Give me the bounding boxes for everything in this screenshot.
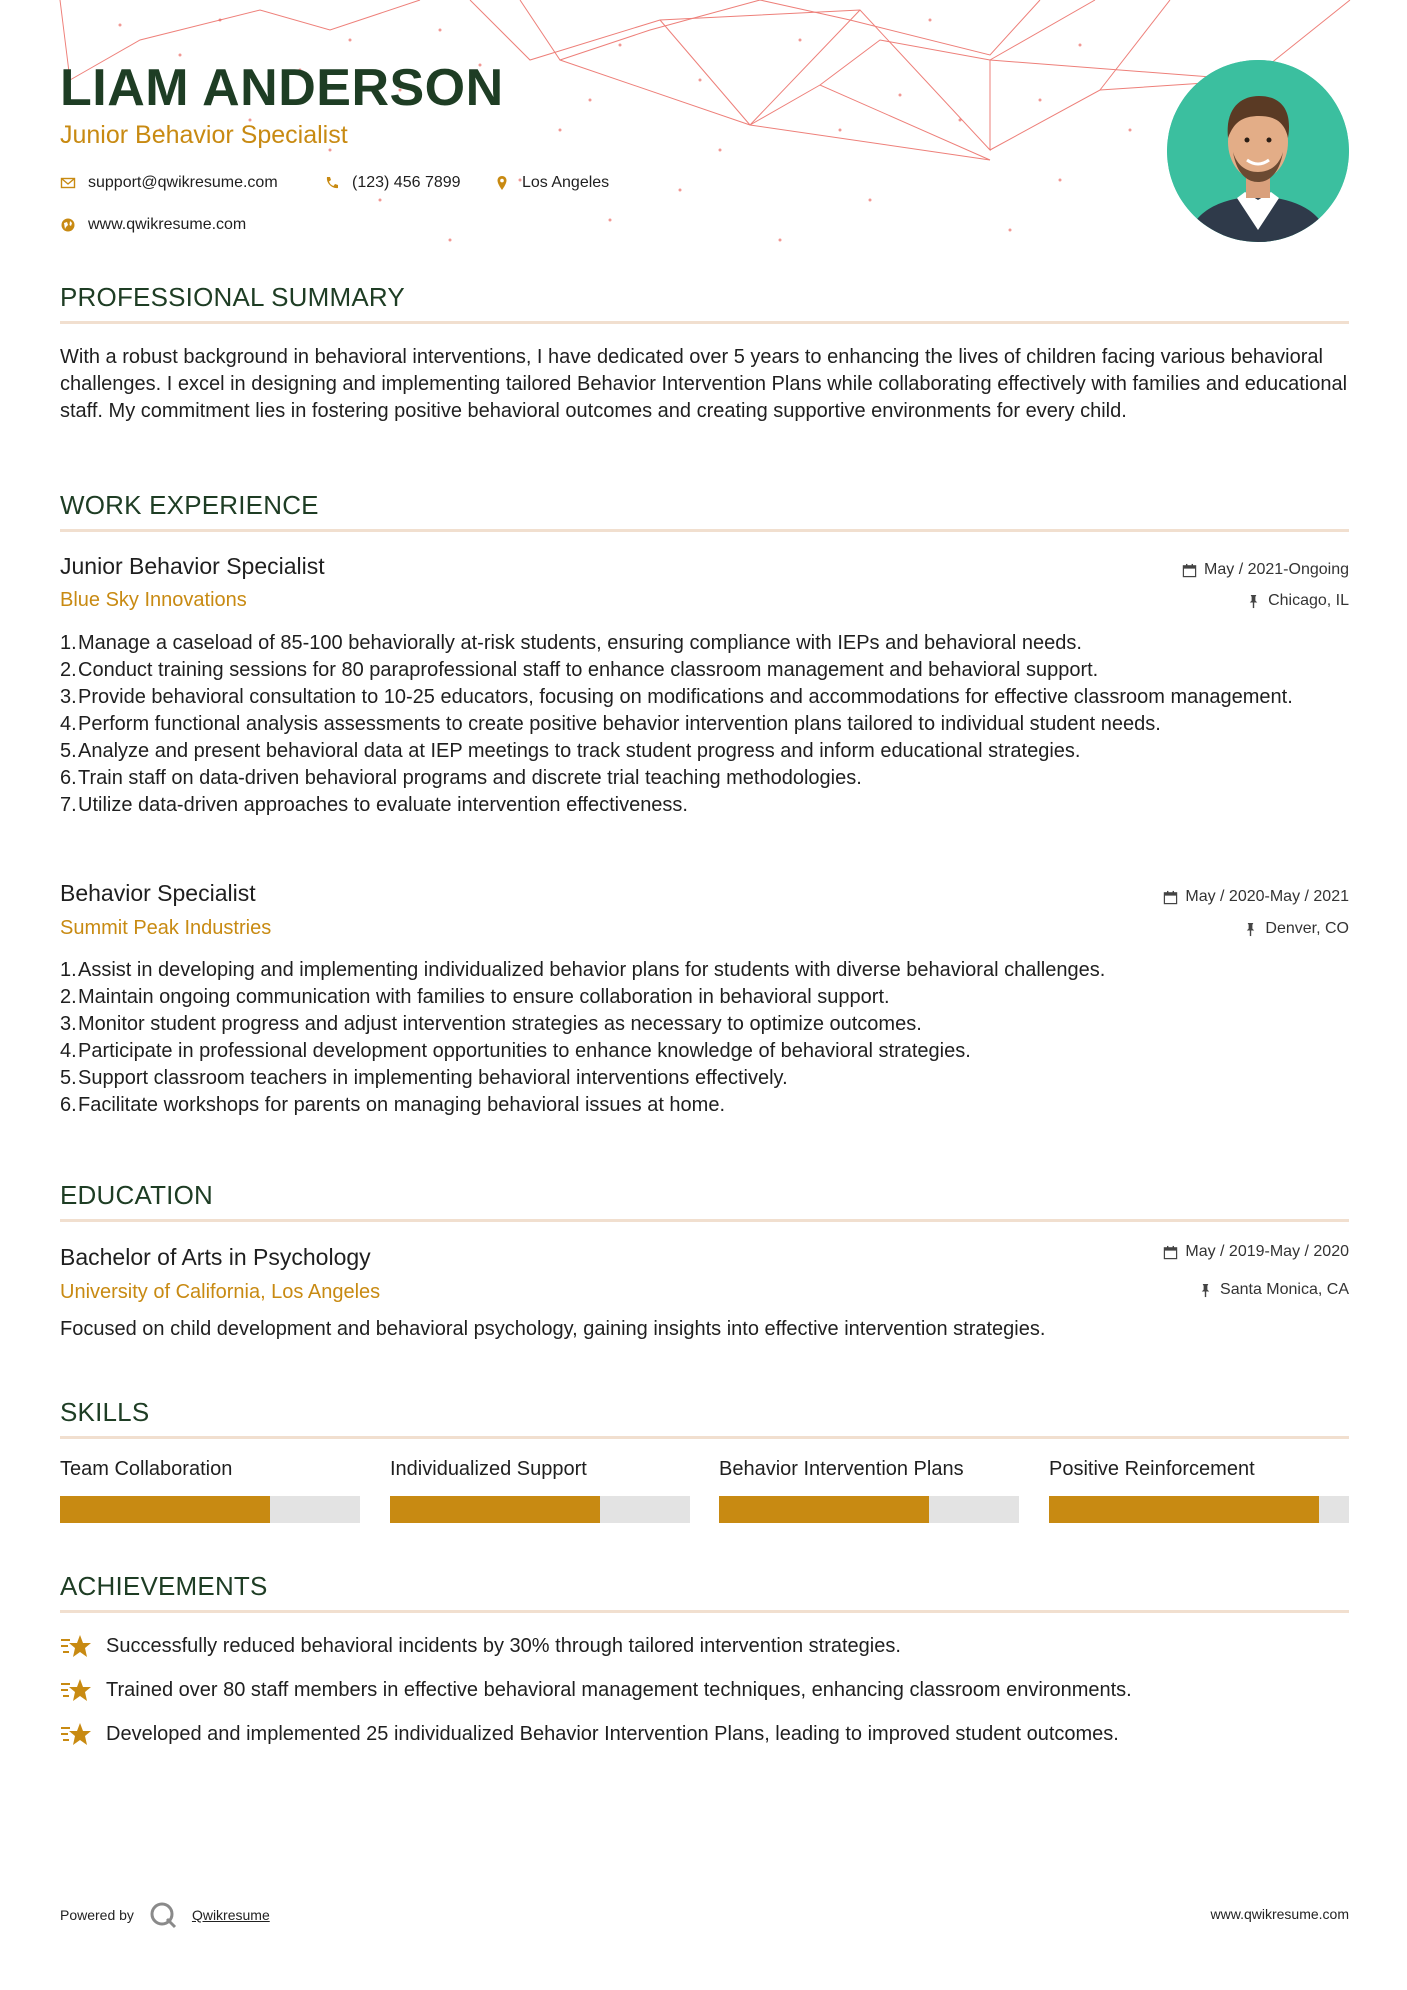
skill-label: Positive Reinforcement	[1049, 1458, 1255, 1480]
skill-bar-fill	[60, 1496, 270, 1523]
brand-link[interactable]: Qwikresume	[191, 1907, 270, 1923]
list-item: 1. Assist in developing and implementing individualized behavior plans for students with diverse behavioral challenges.	[60, 959, 1106, 981]
education-location	[1198, 1281, 1349, 1299]
portrait-illustration	[1167, 60, 1349, 242]
job-dates-text: May / 2021-Ongoing	[1204, 561, 1349, 578]
job-dates	[1182, 561, 1349, 579]
phone-text: (123) 456 7899	[352, 174, 461, 191]
location-text: Los Angeles	[522, 174, 610, 191]
skill-bar	[60, 1496, 360, 1523]
job-dates	[1163, 888, 1349, 906]
skill-bar	[1049, 1496, 1349, 1523]
job-location	[1246, 592, 1349, 610]
section-divider	[60, 1219, 1349, 1222]
achievements-heading: ACHIEVEMENTS	[60, 1571, 268, 1601]
achievement-item	[60, 1632, 901, 1660]
job-location	[1243, 920, 1349, 938]
list-item: 2. Maintain ongoing communication with families to ensure collaboration in behavioral support.	[60, 986, 890, 1008]
list-item: 3. Monitor student progress and adjust intervention strategies as necessary to optimize outcomes.	[60, 1013, 922, 1035]
company-name: Blue Sky Innovations	[60, 589, 247, 611]
candidate-title: Junior Behavior Specialist	[60, 121, 348, 149]
skill-label: Team Collaboration	[60, 1458, 233, 1480]
contact-email[interactable]	[60, 174, 278, 192]
section-divider	[60, 529, 1349, 532]
qwikresume-logo-icon	[148, 1900, 178, 1930]
footer-website[interactable]: www.qwikresume.com	[1210, 1906, 1349, 1922]
skill-label: Individualized Support	[390, 1458, 587, 1480]
list-item: 6. Facilitate workshops for parents on managing behavioral issues at home.	[60, 1094, 726, 1116]
profile-photo	[1167, 60, 1349, 242]
achievement-text: Successfully reduced behavioral incidents by 30% through tailored intervention strategies.	[106, 1634, 901, 1657]
pushpin-icon	[1243, 922, 1258, 937]
section-divider	[60, 321, 1349, 324]
envelope-icon	[60, 175, 76, 191]
star-award-icon	[60, 1632, 92, 1660]
school-name: University of California, Los Angeles	[60, 1281, 381, 1303]
company-name: Summit Peak Industries	[60, 917, 272, 939]
list-item: 1. Manage a caseload of 85-100 behaviorally at-risk students, ensuring compliance with IEPs and behavioral needs.	[60, 632, 1082, 654]
achievement-item	[60, 1720, 1119, 1748]
calendar-icon	[1182, 563, 1197, 578]
education-dates-text: May / 2019-May / 2020	[1185, 1243, 1349, 1260]
job-dates-text: May / 2020-May / 2021	[1185, 888, 1349, 905]
summary-heading: PROFESSIONAL SUMMARY	[60, 282, 405, 312]
list-item: 4. Perform functional analysis assessments to create positive behavior intervention plans tailored to individual student needs.	[60, 713, 1161, 735]
globe-icon	[60, 217, 76, 233]
skill-bar-fill	[719, 1496, 929, 1523]
candidate-name: LIAM ANDERSON	[60, 59, 504, 117]
star-award-icon	[60, 1676, 92, 1704]
contact-phone[interactable]	[324, 174, 461, 192]
pushpin-icon	[1246, 594, 1261, 609]
star-award-icon	[60, 1720, 92, 1748]
pushpin-icon	[1198, 1283, 1213, 1298]
skill-bar-fill	[1049, 1496, 1319, 1523]
skill-bar	[390, 1496, 690, 1523]
skills-heading: SKILLS	[60, 1397, 150, 1427]
section-divider	[60, 1610, 1349, 1613]
contact-location	[494, 174, 609, 192]
job-bullet-list	[60, 957, 1349, 1119]
skill-label: Behavior Intervention Plans	[719, 1458, 964, 1480]
achievement-item	[60, 1676, 1132, 1704]
job-bullet-list	[60, 630, 1349, 819]
footer-powered-by	[60, 1900, 270, 1930]
achievement-text: Developed and implemented 25 individualized Behavior Intervention Plans, leading to improved student outcomes.	[106, 1722, 1119, 1745]
skill-bar	[719, 1496, 1019, 1523]
job-title: Junior Behavior Specialist	[60, 553, 325, 579]
map-pin-icon	[494, 175, 510, 191]
contact-website[interactable]	[60, 216, 246, 234]
section-divider	[60, 1436, 1349, 1439]
list-item: 4. Participate in professional development opportunities to enhance knowledge of behavioral strategies.	[60, 1040, 971, 1062]
job-location-text: Chicago, IL	[1268, 592, 1349, 609]
list-item: 2. Conduct training sessions for 80 paraprofessional staff to enhance classroom management and behavioral support.	[60, 659, 1099, 681]
email-text: support@qwikresume.com	[88, 174, 278, 191]
achievement-text: Trained over 80 staff members in effective behavioral management techniques, enhancing classroom environments.	[106, 1678, 1132, 1701]
list-item: 6. Train staff on data-driven behavioral programs and discrete trial teaching methodologies.	[60, 767, 862, 789]
education-dates	[1163, 1243, 1349, 1261]
website-text: www.qwikresume.com	[88, 216, 247, 233]
list-item: 5. Support classroom teachers in implementing behavioral interventions effectively.	[60, 1067, 788, 1089]
skill-bar-fill	[390, 1496, 600, 1523]
calendar-icon	[1163, 890, 1178, 905]
summary-text: With a robust background in behavioral interventions, I have dedicated over 5 years to enhancing the lives of children facing various behavioral challenges. I excel in designing and implementing tailored Behavior Intervention Plans while collaborating effectively with families and educational staff. My commitment lies in fostering positive behavioral outcomes and creating supportive environments for every child.	[60, 346, 1348, 422]
education-location-text: Santa Monica, CA	[1220, 1281, 1349, 1298]
education-heading: EDUCATION	[60, 1180, 213, 1210]
powered-by-text: Powered by	[60, 1907, 134, 1923]
experience-heading: WORK EXPERIENCE	[60, 490, 319, 520]
job-title: Behavior Specialist	[60, 880, 256, 906]
list-item: 7. Utilize data-driven approaches to evaluate intervention effectiveness.	[60, 794, 688, 816]
list-item: 5. Analyze and present behavioral data at IEP meetings to track student progress and inform educational strategies.	[60, 740, 1081, 762]
degree-title: Bachelor of Arts in Psychology	[60, 1244, 371, 1270]
phone-icon	[324, 175, 340, 191]
calendar-icon	[1163, 1245, 1178, 1260]
list-item: 3. Provide behavioral consultation to 10-25 educators, focusing on modifications and accommodations for effective classroom management.	[60, 686, 1293, 708]
education-description: Focused on child development and behavioral psychology, gaining insights into effective intervention strategies.	[60, 1318, 1046, 1340]
job-location-text: Denver, CO	[1265, 920, 1349, 937]
